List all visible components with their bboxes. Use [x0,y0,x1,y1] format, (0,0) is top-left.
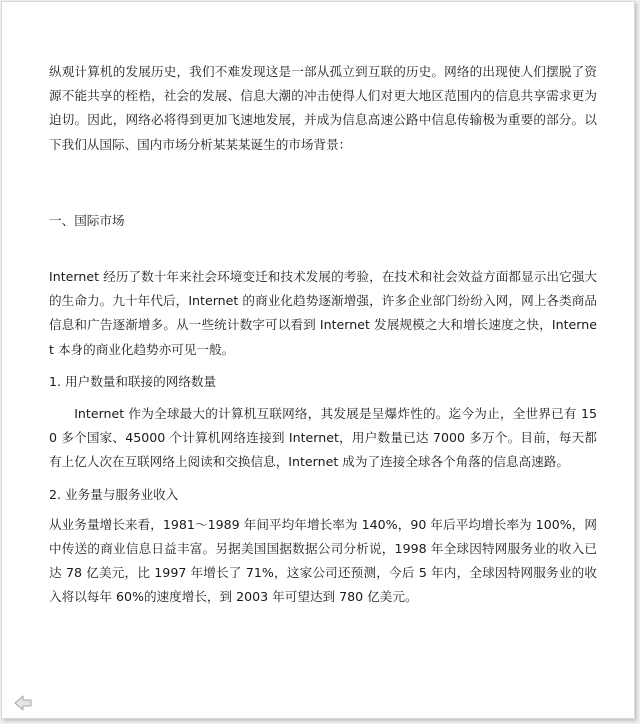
intro-paragraph: 纵观计算机的发展历史，我们不难发现这是一部从孤立到互联的历史。网络的出现使人们摆脱了资源不能共享的桎梏，社会的发展、信息大潮的冲击使得人们对更大地区范围内的信息共享需求更为迫切。因此，网络必将得到更加飞速地发展，并成为信息高速公路中信息传输极为重要的部分。以下我们从国际、国内市场分析某某某诞生的市场背景： [49,64,597,152]
document-body [49,60,597,610]
back-arrow-icon[interactable] [14,695,32,711]
subsection-heading-business-volume: 2. 业务量与服务业收入 [49,486,179,502]
user-count-paragraph: Internet 作为全球最大的计算机互联网络，其发展是呈爆炸性的。迄今为止，全世界已有 150 多个国家、45000 个计算机网络连接到 Internet，用户数量已达 7000 多万个。目前，每天都有上亿人次在互联网络上阅读和交换信息，Internet 成为了连接全球各个角落的信息高速路。 [49,406,597,470]
document-page [1,1,635,719]
subsection-heading-user-count: 1. 用户数量和联接的网络数量 [49,373,217,389]
section-heading-international-market: 一、国际市场 [49,212,125,228]
business-volume-paragraph: 从业务量增长来看，1981～1989 年间平均年增长率为 140%，90 年后平均增长率为 100%，网中传送的商业信息日益丰富。另据美国国据数据公司分析说，1998 年全球因特网服务业的收入已达 78 亿美元，比 1997 年增长了 71%，这家公司还预测，今后 5 年内，全球因特网服务业的收入将以每年 60%的速度增长，到 2003 年可望达到 780 亿美元。 [49,516,597,605]
internet-overview-paragraph: Internet 经历了数十年来社会环境变迁和技术发展的考验，在技术和社会效益方面都显示出它强大的生命力。九十年代后，Internet 的商业化趋势逐渐增强，许多企业部门纷纷入网，网上各类商品信息和广告逐渐增多。从一些统计数字可以看到 Internet 发展规模之大和增长速度之快，Internet 本身的商业化趋势亦可见一般。 [49,269,597,357]
